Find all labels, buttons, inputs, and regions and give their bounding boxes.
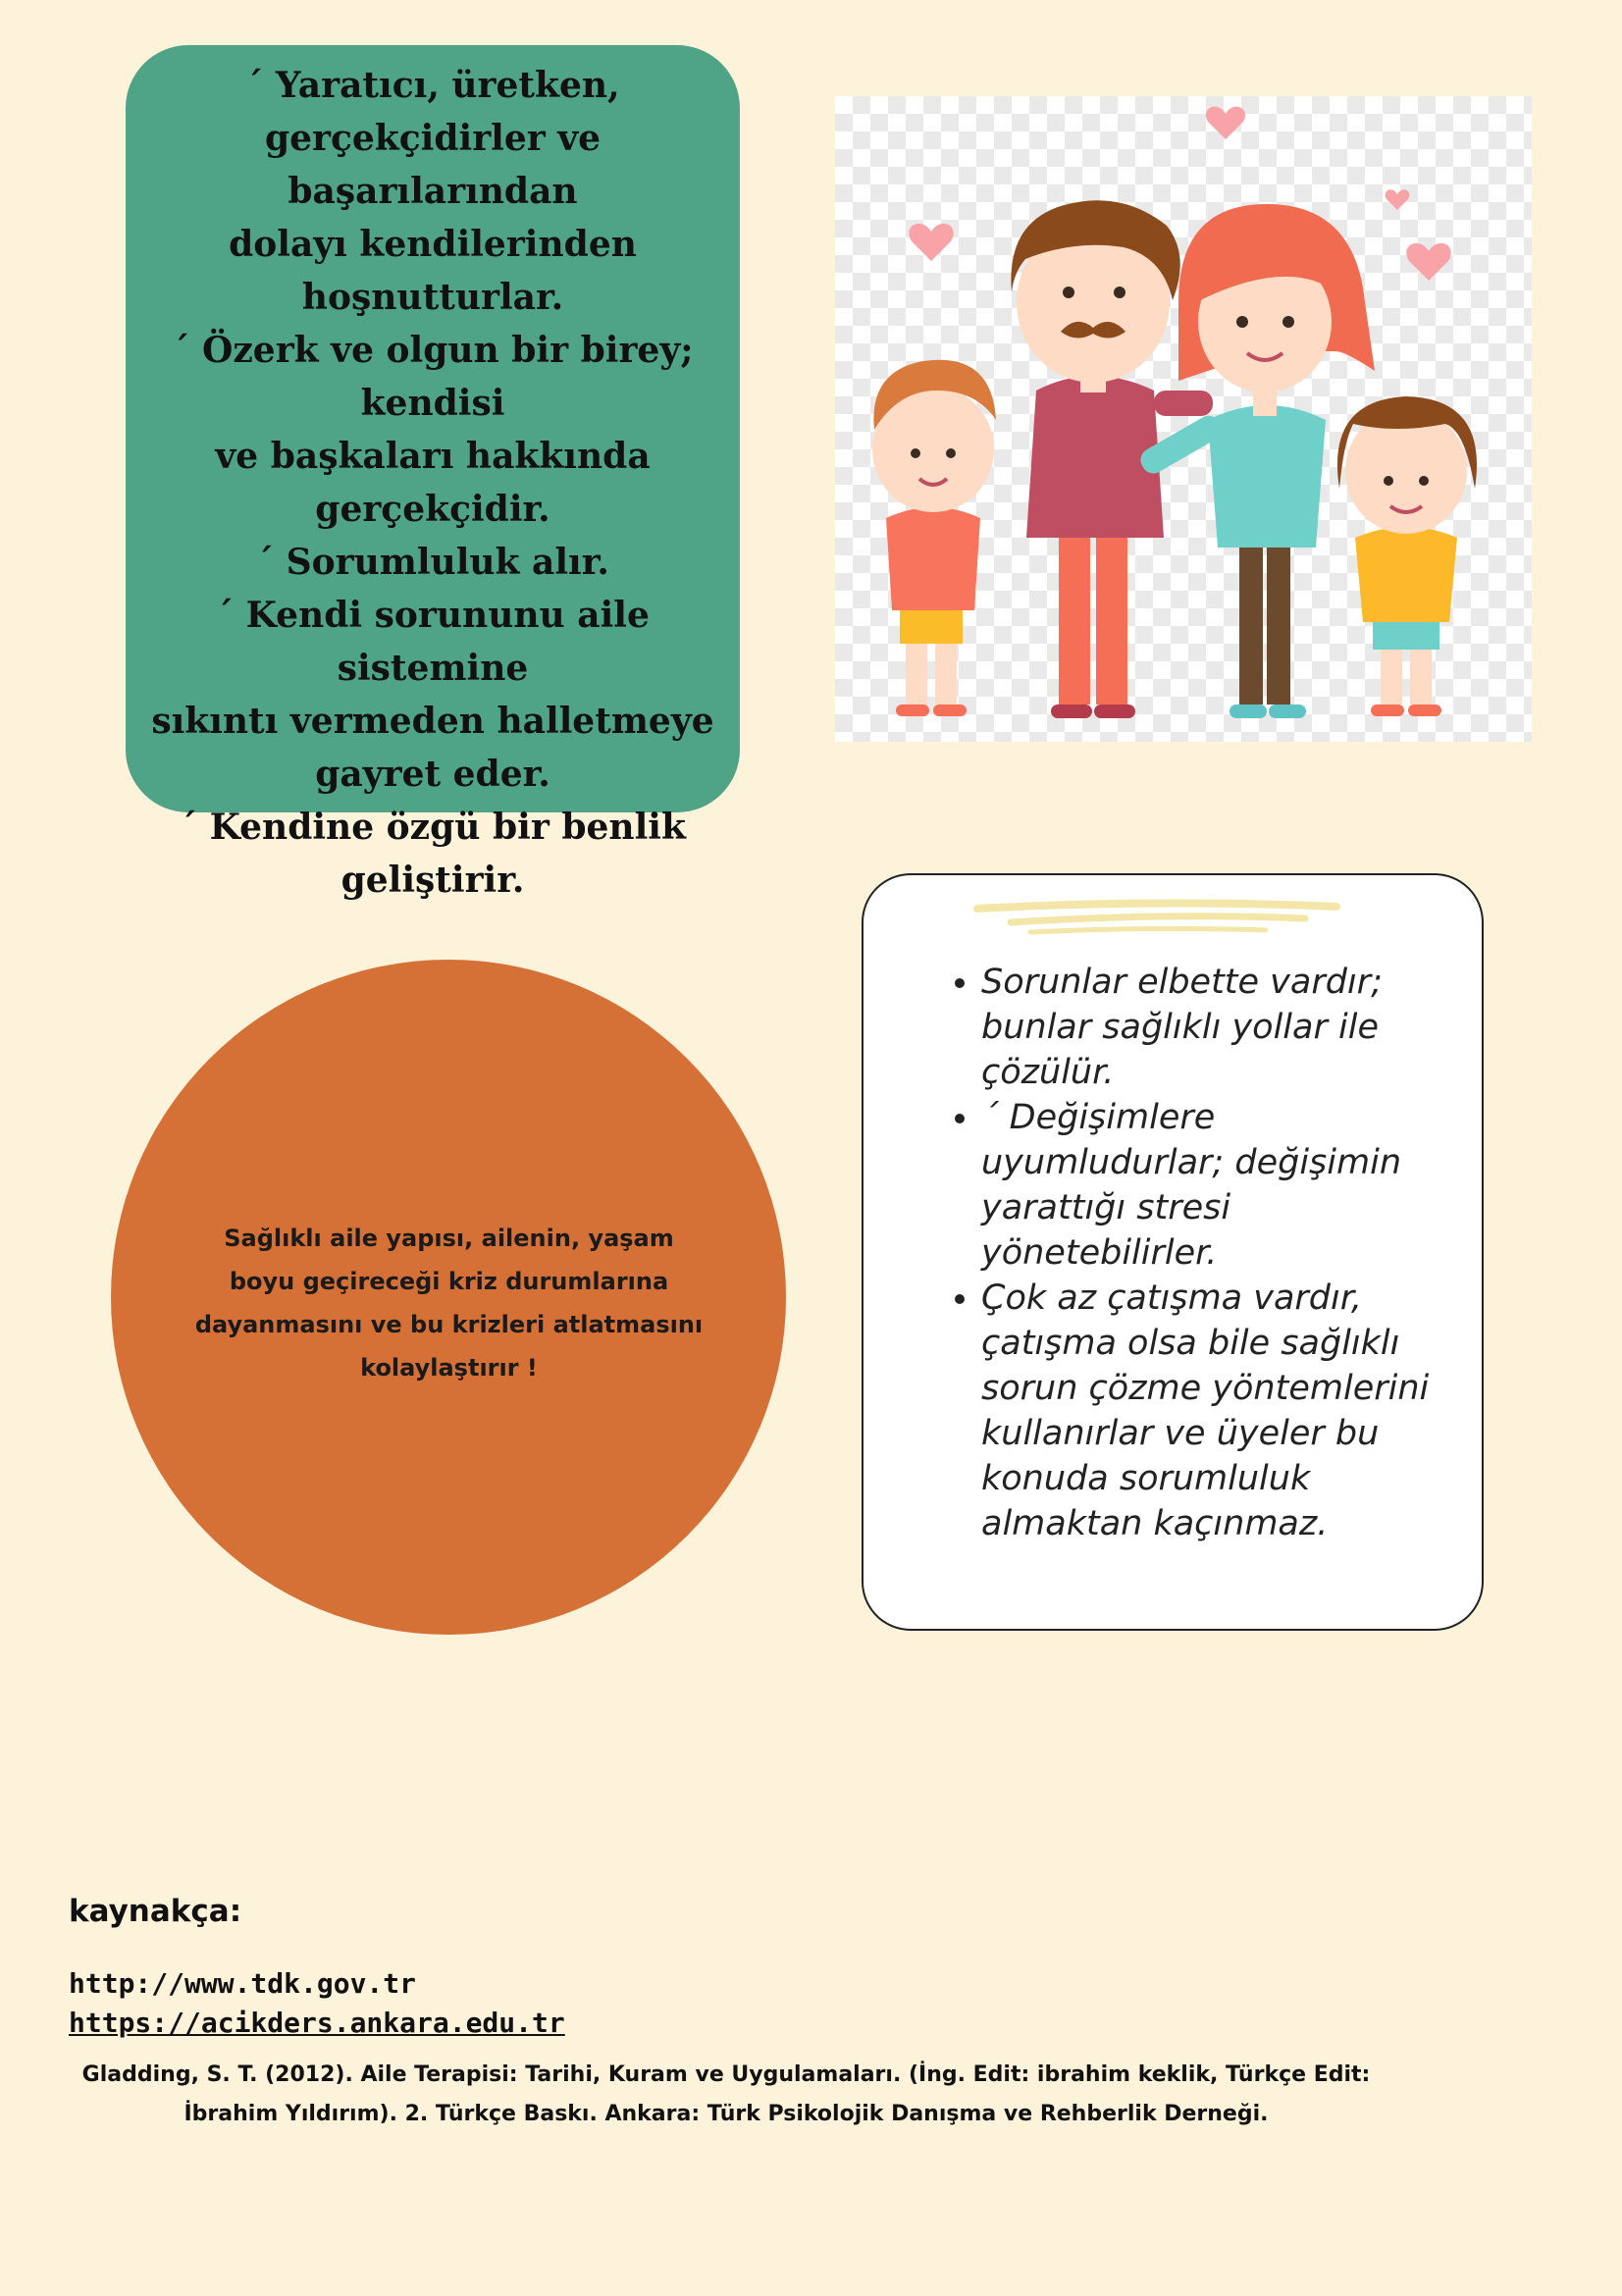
- healthy-family-traits-card: [126, 45, 740, 901]
- trait-line: gayret eder.: [315, 754, 550, 795]
- trait-line: hoşnutturlar.: [301, 277, 564, 318]
- family-illustration-icon: [835, 96, 1532, 742]
- heart-icons: [909, 107, 1450, 281]
- family-features-box: [862, 873, 1484, 1631]
- trait-line: ´ Sorumluluk alır.: [256, 542, 609, 583]
- trait-line: gerçekçidir.: [315, 489, 550, 530]
- trait-line: geliştirir.: [340, 860, 525, 901]
- family-illustration-svg: [835, 96, 1532, 742]
- reference-citation: Gladding, S. T. (2012). Aile Terapisi: Tarihi, Kuram ve Uygulamaları. (İng. Edit: ibrahim keklik, Türkçe Edit: İbrahim Yıldırım). 2. Türkçe Baskı. Ankara: Türk Psikolojik Danışma ve Rehberlik Derneği.: [81, 2062, 1371, 2126]
- trait-line: dolayı kendilerinden: [229, 224, 637, 265]
- trait-line: ´ Özerk ve olgun bir birey; kendisi: [172, 330, 694, 424]
- list-item: • ´ Değişimlere uyumludurlar; değişimin yarattığı stresi yönetebilirler.: [981, 1095, 1433, 1276]
- trait-line: gerçekçidirler ve başarılarından: [264, 118, 602, 212]
- list-item: • Çok az çatışma vardır, çatışma olsa bile sağlıklı sorun çözme yöntemlerini kullanırlar ve üyeler bu konuda sorumluluk almaktan kaçınmaz.: [981, 1276, 1433, 1546]
- references-title: kaynakça:: [69, 1894, 242, 1929]
- references-section: [69, 1894, 1491, 2126]
- list-item: • Sorunlar elbette vardır; bunlar sağlıklı yollar ile çözülür.: [981, 960, 1433, 1095]
- trait-line: ´ Kendine özgü bir benlik: [180, 807, 686, 848]
- trait-line: ´ Yaratıcı, üretken,: [245, 65, 620, 106]
- features-list: [922, 960, 1433, 1546]
- trait-line: ´ Kendi sorununu aile sistemine: [216, 595, 650, 689]
- trait-line: sıkıntı vermeden halletmeye: [151, 701, 714, 742]
- circle-message: Sağlıklı aile yapısı, ailenin, yaşam boyu geçireceği kriz durumlarına dayanmasını ve bu krizleri atlatmasını kolaylaştırır !: [194, 1225, 704, 1382]
- boy-figure: [872, 360, 996, 716]
- brush-stroke-icon: [971, 895, 1344, 938]
- trait-line: ve başkaları hakkında: [215, 436, 651, 477]
- reference-link-tdk[interactable]: http://www.tdk.gov.tr: [69, 1967, 417, 2000]
- reference-link-acikders[interactable]: https://acikders.ankara.edu.tr: [69, 2007, 565, 2039]
- girl-figure: [1337, 396, 1477, 716]
